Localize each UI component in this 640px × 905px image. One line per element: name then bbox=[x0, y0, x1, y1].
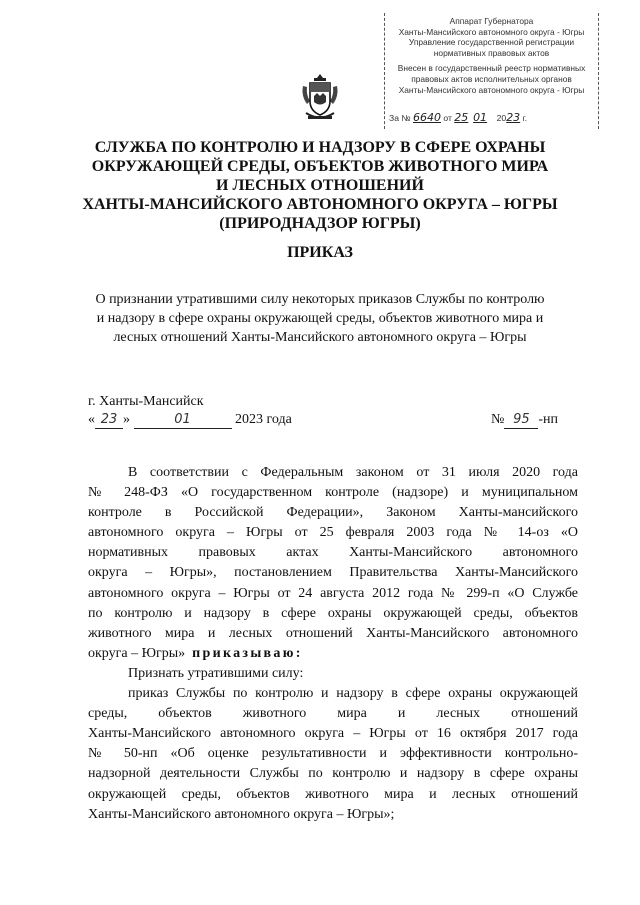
date-year: 2023 года bbox=[235, 412, 292, 427]
coat-of-arms-icon bbox=[300, 72, 340, 122]
item-line: окружающей среды, объектов животного мира и лесных отношений bbox=[88, 786, 578, 802]
item-line: Ханты-Мансийского автономного округа – Югры»; bbox=[88, 806, 395, 822]
order-number: № 95 -нп bbox=[491, 412, 559, 427]
document-type: ПРИКАЗ bbox=[287, 244, 353, 261]
recognize-line: Признать утратившими силу: bbox=[128, 665, 304, 681]
agency-title bbox=[60, 138, 580, 233]
title-line: ОКРУЖАЮЩЕЙ СРЕДЫ, ОБЪЕКТОВ ЖИВОТНОГО МИРА bbox=[91, 158, 549, 175]
stamp-line: Управление государственной регистрации bbox=[408, 37, 575, 48]
title-line: И ЛЕСНЫХ ОТНОШЕНИЙ bbox=[216, 177, 424, 194]
stamp-reg-number: 6640 bbox=[412, 111, 441, 124]
body-line: округа – Югры» приказываю: bbox=[88, 645, 303, 661]
subject-line: лесных отношений Ханты-Мансийского автономного округа – Югры bbox=[113, 330, 527, 345]
subject-line: и надзору в сфере охраны окружающей среды, объектов животного мира и bbox=[96, 311, 544, 326]
subject-line: О признании утратившими силу некоторых приказов Службы по контролю bbox=[95, 292, 545, 307]
item-line: приказ Службы по контролю и надзору в сфере охраны окружающей bbox=[128, 686, 578, 702]
stamp-reg-month: 01 bbox=[473, 111, 488, 124]
body-line: № 248-ФЗ «О государственном контроле (надзоре) и муниципальном bbox=[88, 485, 578, 501]
date-day-field: 23 bbox=[95, 413, 123, 429]
order-verb: приказываю: bbox=[192, 645, 303, 661]
body-line: нормативных правовых актах Ханты-Мансийского автономного bbox=[88, 545, 578, 561]
item-line: надзорной деятельности Службы по контролю и надзору в сфере охраны bbox=[88, 766, 578, 782]
order-body bbox=[88, 463, 578, 825]
order-subject bbox=[80, 290, 560, 347]
order-number-field: 95 bbox=[504, 413, 538, 429]
registration-stamp bbox=[384, 13, 599, 129]
stamp-registration-line: За № 6640 от 25 01 2023 г. bbox=[389, 111, 528, 124]
body-line: животного мира и лесных отношений Ханты-Мансийского автономного bbox=[88, 625, 578, 641]
stamp-line: Внесен в государственный реестр нормативных bbox=[397, 63, 586, 74]
stamp-reg-day: 25 bbox=[454, 111, 469, 124]
body-line: по контролю и надзору в сфере охраны окружающей среды, объектов bbox=[88, 605, 578, 621]
body-line: автономного округа – Югры от 25 февраля 2003 года № 14-оз «О bbox=[88, 525, 578, 541]
title-line: (ПРИРОДНАДЗОР ЮГРЫ) bbox=[219, 215, 421, 232]
title-line: ХАНТЫ-МАНСИЙСКОГО АВТОНОМНОГО ОКРУГА – ЮГРЫ bbox=[82, 196, 558, 213]
stamp-line: Аппарат Губернатора bbox=[449, 16, 534, 26]
body-line: автономного округа – Югры от 24 августа 2012 года № 299-п «О Службе bbox=[88, 585, 578, 601]
item-line: № 50-нп «Об оценке результативности и эффективности контрольно- bbox=[88, 746, 578, 762]
title-line: СЛУЖБА ПО КОНТРОЛЮ И НАДЗОРУ В СФЕРЕ ОХРАНЫ bbox=[94, 139, 546, 156]
item-line: Ханты-Мансийского автономного округа – Югры от 16 октября 2017 года bbox=[88, 726, 578, 742]
order-date: « 23 » 01 2023 года bbox=[88, 412, 292, 427]
date-month-field: 01 bbox=[134, 413, 232, 429]
stamp-line: Ханты-Мансийского автономного округа - Югры bbox=[398, 84, 585, 95]
body-line: округа – Югры», постановлением Правительства Ханты-Мансийского bbox=[88, 565, 578, 581]
stamp-line: правовых актов исполнительных органов bbox=[411, 73, 572, 84]
stamp-line: Ханты-Мансийского автономного округа - Югры bbox=[398, 26, 585, 37]
stamp-reg-year: 23 bbox=[506, 111, 521, 124]
stamp-line: нормативных правовых актов bbox=[433, 47, 550, 58]
item-line: среды, объектов животного мира и лесных отношений bbox=[88, 706, 578, 722]
place-of-issue: г. Ханты-Мансийск bbox=[88, 394, 204, 409]
body-line: контроле в Российской Федерации», Законом Ханты-мансийского bbox=[88, 505, 578, 521]
body-line: В соответствии с Федеральным законом от 31 июля 2020 года bbox=[128, 465, 578, 480]
